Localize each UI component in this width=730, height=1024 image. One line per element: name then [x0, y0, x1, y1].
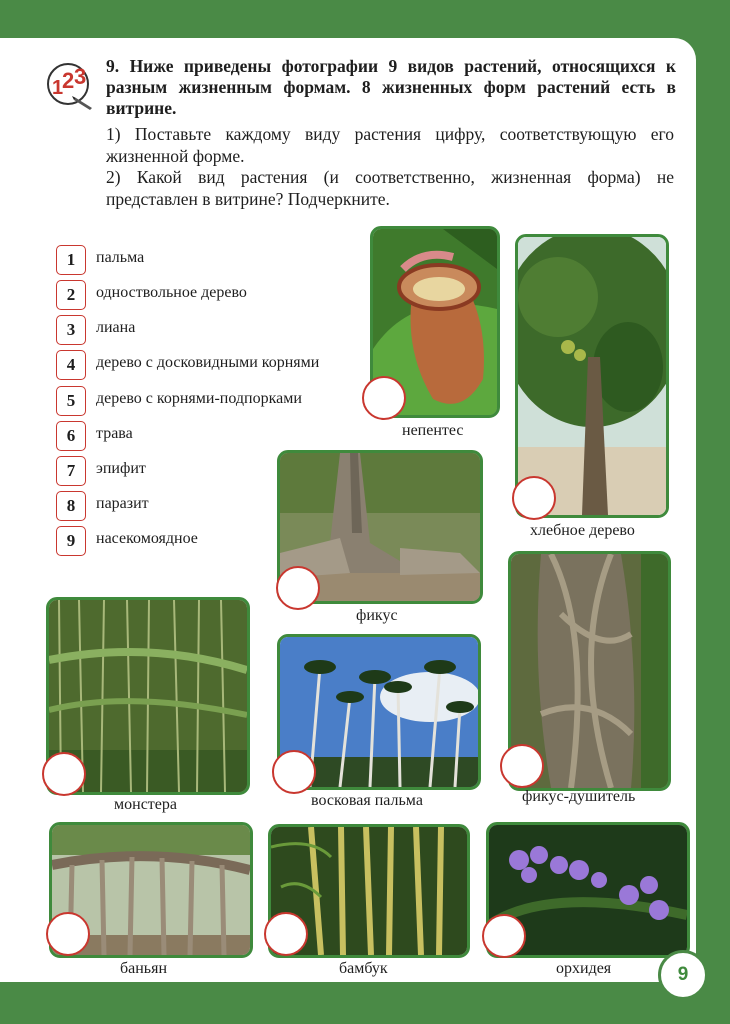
answer-circle[interactable] — [46, 912, 90, 956]
svg-text:2: 2 — [62, 68, 75, 93]
caption-monstera: монстера — [114, 796, 177, 813]
caption-nepentes: непентес — [402, 422, 464, 439]
caption-wax-palm: восковая пальма — [311, 792, 423, 809]
page-number: 9 — [658, 950, 708, 1000]
legend-label: паразит — [96, 495, 149, 512]
legend-label: дерево с досковидными корнями — [96, 354, 320, 371]
answer-circle[interactable] — [276, 566, 320, 610]
legend-number: 9 — [56, 526, 86, 556]
answer-circle[interactable] — [272, 750, 316, 794]
task-question-1: 1) Поставьте каждому виду растения цифру, соответствующую его жизненной форме. — [106, 124, 674, 166]
legend-number: 7 — [56, 456, 86, 486]
task-title: 9. Ниже приведены фотографии 9 видов растений, относящихся к разным жизненным формам. 8 жизненных форм растений есть в витрине. — [106, 56, 676, 118]
legend-number: 8 — [56, 491, 86, 521]
caption-breadfruit: хлебное дерево — [530, 522, 635, 539]
caption-orchid: орхидея — [556, 960, 612, 977]
caption-bamboo: бамбук — [339, 960, 388, 977]
legend-label: одноствольное дерево — [96, 284, 247, 301]
svg-text:3: 3 — [74, 64, 87, 89]
answer-circle[interactable] — [482, 914, 526, 958]
counting-123-icon — [44, 58, 96, 110]
answer-circle[interactable] — [362, 376, 406, 420]
legend-label: эпифит — [96, 460, 146, 477]
caption-strangler-fig: фикус-душитель — [522, 788, 636, 805]
legend-number: 1 — [56, 245, 86, 275]
answer-circle[interactable] — [512, 476, 556, 520]
answer-circle[interactable] — [500, 744, 544, 788]
legend-label: пальма — [96, 249, 145, 266]
task-question-2: 2) Какой вид растения (и соответственно, жизненная форма) не представлен в витрине? Подчеркните. — [106, 167, 674, 209]
legend-number: 4 — [56, 350, 86, 380]
legend-label: дерево с корнями-подпорками — [96, 390, 302, 407]
legend-number: 5 — [56, 386, 86, 416]
legend-number: 2 — [56, 280, 86, 310]
svg-text:1: 1 — [52, 77, 64, 99]
legend-label: трава — [96, 425, 133, 442]
bottom-band — [0, 982, 730, 1024]
answer-circle[interactable] — [264, 912, 308, 956]
legend-number: 3 — [56, 315, 86, 345]
legend-label: насекомоядное — [96, 530, 198, 547]
legend-number: 6 — [56, 421, 86, 451]
answer-circle[interactable] — [42, 752, 86, 796]
caption-banyan: баньян — [120, 960, 168, 977]
caption-ficus: фикус — [356, 607, 398, 624]
legend-label: лиана — [96, 319, 136, 336]
